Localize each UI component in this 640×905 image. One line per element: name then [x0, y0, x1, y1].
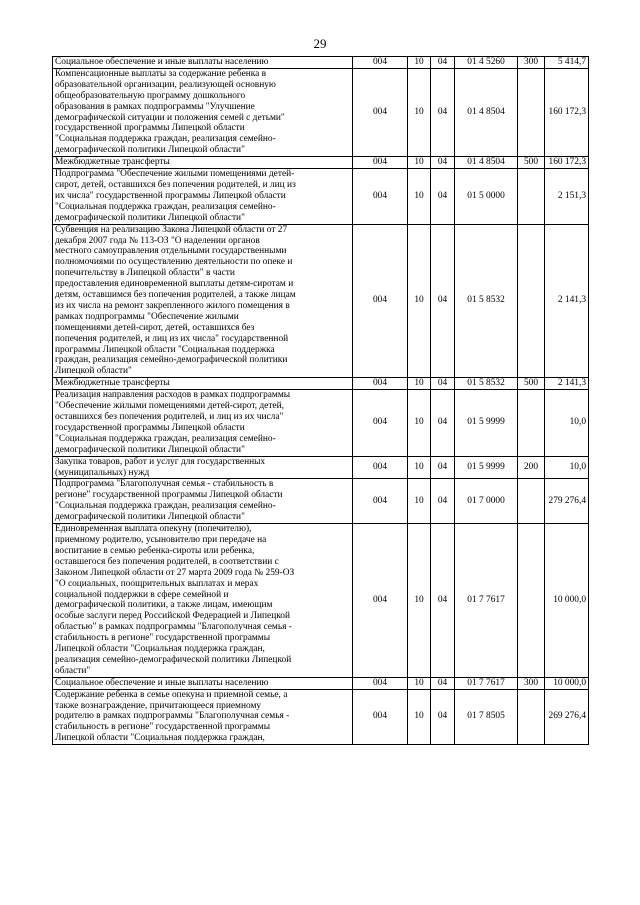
target-article-code: 01 7 7617	[455, 524, 518, 678]
department-code: 004	[353, 68, 408, 156]
department-code: 004	[353, 479, 408, 524]
table-row	[53, 456, 589, 479]
target-article-code: 01 5 9999	[455, 456, 518, 479]
department-code: 004	[353, 677, 408, 689]
department-code: 004	[353, 169, 408, 225]
target-article-code: 01 4 8504	[455, 68, 518, 156]
expense-type-code	[518, 68, 545, 156]
department-code: 004	[353, 378, 408, 390]
section-code: 10	[408, 157, 431, 169]
section-code: 10	[408, 378, 431, 390]
department-code: 004	[353, 224, 408, 378]
department-code: 004	[353, 524, 408, 678]
department-code: 004	[353, 390, 408, 456]
department-code: 004	[353, 157, 408, 169]
subsection-code: 04	[431, 157, 455, 169]
expense-type-code	[518, 479, 545, 524]
amount: 2 141,3	[545, 378, 589, 390]
department-code: 004	[353, 689, 408, 745]
expense-type-code	[518, 224, 545, 378]
budget-table	[52, 56, 589, 745]
amount: 279 276,4	[545, 479, 589, 524]
subsection-code: 04	[431, 524, 455, 678]
target-article-code: 01 5 8532	[455, 378, 518, 390]
target-article-code: 01 7 7617	[455, 677, 518, 689]
expense-type-code	[518, 524, 545, 678]
subsection-code: 04	[431, 169, 455, 225]
expense-type-code: 300	[518, 57, 545, 69]
table-row	[53, 157, 589, 169]
target-article-code: 01 7 0000	[455, 479, 518, 524]
amount: 10,0	[545, 390, 589, 456]
section-code: 10	[408, 689, 431, 745]
target-article-code: 01 4 5260	[455, 57, 518, 69]
subsection-code: 04	[431, 378, 455, 390]
expense-type-code: 500	[518, 157, 545, 169]
subsection-code: 04	[431, 68, 455, 156]
amount: 10,0	[545, 456, 589, 479]
target-article-code: 01 7 8505	[455, 689, 518, 745]
subsection-code: 04	[431, 390, 455, 456]
subsection-code: 04	[431, 57, 455, 69]
section-code: 10	[408, 524, 431, 678]
table-row	[53, 479, 589, 524]
table-row	[53, 677, 589, 689]
expense-description: Субвенция на реализацию Закона Липецкой области от 27 декабря 2007 года № 113-ОЗ "О наделении органов местного самоуправления отдельными государственными полномочиями по осуществлению деятельности по опеке и попечительству в Липецкой области" в части предоставления единовременной выплаты детям-сиротам и детям, оставшимся без попечения родителей, а также лицам из их числа на ремонт закрепленного жилого помещения в рамках подпрограммы "Обеспечение жилыми помещениями детей-сирот, детей, оставшихся без попечения родителей, и лиц из их числа" государственной программы Липецкой области "Социальная поддержка граждан, реализация семейно-демографической политики Липецкой области"	[53, 224, 353, 378]
expense-type-code	[518, 689, 545, 745]
amount: 5 414,7	[545, 57, 589, 69]
target-article-code: 01 4 8504	[455, 157, 518, 169]
table-row	[53, 689, 589, 745]
expense-description: Межбюджетные трансферты	[53, 157, 353, 169]
table-row	[53, 224, 589, 378]
expense-type-code: 500	[518, 378, 545, 390]
expense-description: Подпрограмма "Обеспечение жилыми помещениями детей- сирот, детей, оставшихся без попечения родителей, и лиц из их числа" государственной программы Липецкой области "Социальная поддержка граждан, реализация семейно- демографической политики Липецкой области"	[53, 169, 353, 225]
expense-type-code: 300	[518, 677, 545, 689]
budget-table-body	[53, 57, 589, 745]
section-code: 10	[408, 479, 431, 524]
expense-description: Межбюджетные трансферты	[53, 378, 353, 390]
amount: 160 172,3	[545, 157, 589, 169]
expense-description: Социальное обеспечение и иные выплаты населению	[53, 57, 353, 69]
amount: 10 000,0	[545, 677, 589, 689]
table-row	[53, 390, 589, 456]
section-code: 10	[408, 57, 431, 69]
department-code: 004	[353, 456, 408, 479]
expense-description: Подпрограмма "Благополучная семья - стабильность в регионе" государственной программы Липецкой области "Социальная поддержка граждан, реализация семейно- демографической политики Липецкой области"	[53, 479, 353, 524]
subsection-code: 04	[431, 224, 455, 378]
expense-description: Содержание ребенка в семье опекуна и приемной семье, а также вознаграждение, причитающееся приемному родителю в рамках подпрограммы "Благополучная семья - стабильность в регионе" государственной программы Липецкой области "Социальная поддержка граждан,	[53, 689, 353, 745]
subsection-code: 04	[431, 677, 455, 689]
expense-type-code: 200	[518, 456, 545, 479]
target-article-code: 01 5 0000	[455, 169, 518, 225]
expense-description: Единовременная выплата опекуну (попечителю), приемному родителю, усыновителю при передаче на воспитание в семью ребенка-сироты или ребенка, оставшегося без попечения родителей, в соответствии с Законом Липецкой области от 27 марта 2009 года № 259-ОЗ "О социальных, поощрительных выплатах и мерах социальной поддержки в сфере семейной и демографической политики, а также лицам, имеющим особые заслуги перед Российской Федерацией и Липецкой областью" в рамках подпрограммы "Благополучная семья - стабильность в регионе" государственной программы Липецкой области "Социальная поддержка граждан, реализация семейно-демографической политики Липецкой области"	[53, 524, 353, 678]
amount: 2 151,3	[545, 169, 589, 225]
page-number: 29	[313, 36, 327, 51]
section-code: 10	[408, 390, 431, 456]
amount: 10 000,0	[545, 524, 589, 678]
table-row	[53, 378, 589, 390]
expense-description: Социальное обеспечение и иные выплаты населению	[53, 677, 353, 689]
table-row	[53, 57, 589, 69]
section-code: 10	[408, 169, 431, 225]
section-code: 10	[408, 456, 431, 479]
subsection-code: 04	[431, 479, 455, 524]
subsection-code: 04	[431, 689, 455, 745]
table-row	[53, 68, 589, 156]
subsection-code: 04	[431, 456, 455, 479]
target-article-code: 01 5 9999	[455, 390, 518, 456]
expense-description: Закупка товаров, работ и услуг для государственных (муниципальных) нужд	[53, 456, 353, 479]
expense-type-code	[518, 169, 545, 225]
table-row	[53, 169, 589, 225]
amount: 160 172,3	[545, 68, 589, 156]
amount: 2 141,3	[545, 224, 589, 378]
expense-type-code	[518, 390, 545, 456]
amount: 269 276,4	[545, 689, 589, 745]
expense-description: Реализация направления расходов в рамках подпрограммы "Обеспечение жилыми помещениями детей-сирот, детей, оставшихся без попечения родителей, и лиц из их числа" государственной программы Липецкой области "Социальная поддержка граждан, реализация семейно- демографической политики Липецкой области"	[53, 390, 353, 456]
section-code: 10	[408, 224, 431, 378]
section-code: 10	[408, 677, 431, 689]
target-article-code: 01 5 8532	[455, 224, 518, 378]
expense-description: Компенсационные выплаты за содержание ребенка в образовательной организации, реализующей основную общеобразовательную программу дошкольного образования в рамках подпрограммы "Улучшение демографической ситуации и положения семей с детьми" государственной программы Липецкой области "Социальная поддержка граждан, реализация семейно- демографической политики Липецкой области"	[53, 68, 353, 156]
department-code: 004	[353, 57, 408, 69]
section-code: 10	[408, 68, 431, 156]
table-row	[53, 524, 589, 678]
